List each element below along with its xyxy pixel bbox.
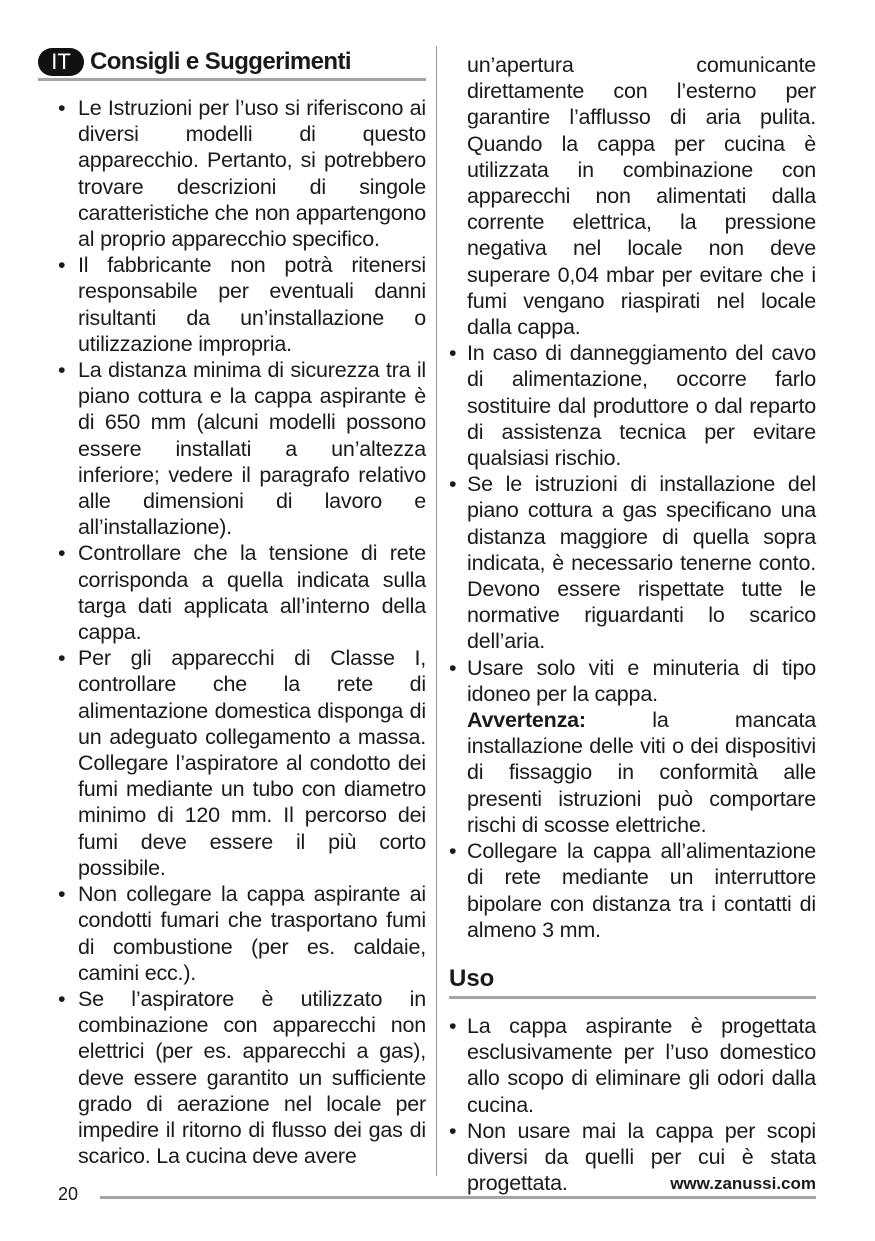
- language-badge: IT: [38, 48, 84, 76]
- section-heading: [38, 48, 426, 81]
- list-item: • Se l’aspiratore è utilizzato in combinazione con apparecchi non elettrici (per es. apparecchi a gas), deve essere garantito un sufficiente grado di aerazione nel locale per impedire il ritorno di flusso dei gas di scarico. La cucina deve avere: [58, 986, 426, 1169]
- list-item: • Il fabbricante non potrà ritenersi responsabile per eventuali danni risultanti da un’installazione o utilizzazione impropria.: [58, 253, 426, 356]
- uso-list: [449, 1013, 816, 1196]
- list-item: • La cappa aspirante è progettata esclusivamente per l’uso domestico allo scopo di eliminare gli odori dalla cucina.: [449, 1013, 816, 1117]
- list-item: • Controllare che la tensione di rete corrisponda a quella indicata sulla targa dati applicata all’interno della cappa.: [58, 541, 426, 645]
- warning-note: [467, 707, 816, 838]
- column-divider: [436, 46, 437, 1176]
- list-item: • In caso di danneggiamento del cavo di alimentazione, occorre farlo sostituire dal produttore o dal reparto di assistenza tecnica per evitare qualsiasi rischio.: [449, 341, 816, 471]
- list-item: • Non usare mai la cappa per scopi diversi da quelli per cui è stata progettata.: [449, 1118, 816, 1196]
- list-item: • Collegare la cappa all’alimentazione di rete mediante un interruttore bipolare con distanza tra i contatti di almeno 3 mm.: [449, 839, 816, 942]
- uso-heading: [449, 965, 816, 999]
- uso-title: Uso: [449, 964, 495, 992]
- page-number: 20: [58, 1184, 79, 1204]
- footer-rule: [100, 1196, 816, 1199]
- left-column: [38, 48, 426, 1169]
- right-column: [449, 52, 816, 1196]
- continued-paragraph: un’apertura comunicante direttamente con l’esterno per garantire l’afflusso di aria pulita. Quando la cappa per cucina è utilizzata in combinazione con apparecchi non alimentati dalla corrente elettrica, la pressione negativa nel locale non deve superare 0,04 mbar per evitare che i fumi vengano riaspirati nel locale dalla cappa.: [467, 53, 816, 340]
- left-list: [38, 95, 426, 1169]
- website-link[interactable]: www.zanussi.com: [670, 1174, 816, 1193]
- warning-label: Avvertenza:: [467, 708, 586, 733]
- list-item: • La distanza minima di sicurezza tra il piano cottura e la cappa aspirante è di 650 mm (alcuni modelli possono essere installati a un’altezza inferiore; vedere il paragrafo relativo alle dimensioni di lavoro e all’installazione).: [58, 358, 426, 540]
- list-item: • Non collegare la cappa aspirante ai condotti fumari che trasportano fumi di combustione (per es. caldaie, camini ecc.).: [58, 882, 426, 985]
- section-title: Consigli e Suggerimenti: [90, 48, 351, 75]
- list-item: • Usare solo viti e minuteria di tipo idoneo per la cappa. Avvertenza: la mancata installazione delle viti o dei dispositivi di fissaggio in conformità alle presenti istruzioni può comportare rischi di scosse elettriche.: [449, 655, 816, 837]
- list-item: • Se le istruzioni di installazione del piano cottura a gas specificano una distanza maggiore di quella sopra indicata, è necessario tenerne conto. Devono essere rispettate tutte le normative riguardanti lo scarico dell’aria.: [449, 472, 816, 654]
- right-list: [449, 340, 816, 943]
- warning-text: la mancata installazione delle viti o dei dispositivi di fissaggio in conformità alle presenti istruzioni può comportare rischi di scosse elettriche.: [467, 708, 816, 837]
- list-item: • Per gli apparecchi di Classe I, controllare che la rete di alimentazione domestica disponga di un adeguato collegamento a massa. Collegare l’aspiratore al condotto dei fumi mediante un tubo con diametro minimo di 120 mm. Il percorso dei fumi deve essere il più corto possibile.: [58, 646, 426, 880]
- list-item: • Le Istruzioni per l’uso si riferiscono ai diversi modelli di questo apparecchio. Pertanto, si potrebbero trovare descrizioni di singole caratteristiche che non appartengono al proprio apparecchio specifico.: [58, 96, 426, 252]
